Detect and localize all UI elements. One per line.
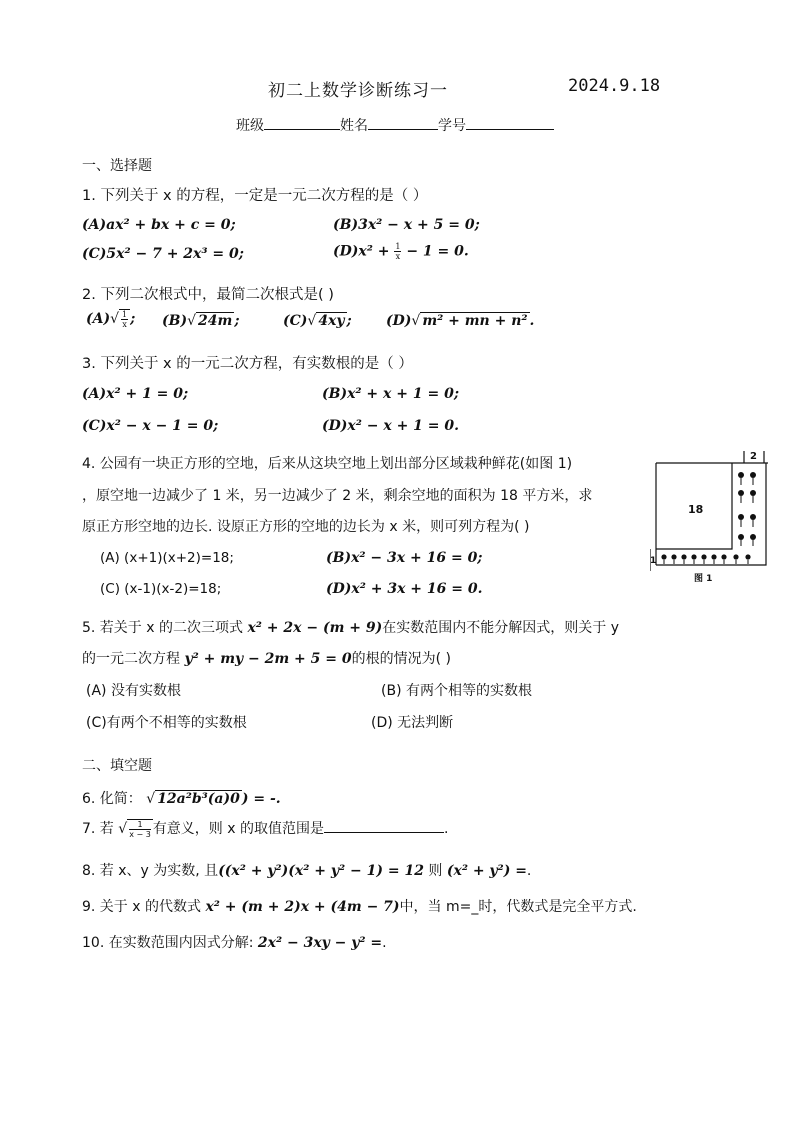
q7-fraction [127, 819, 153, 839]
class-blank[interactable] [264, 115, 340, 130]
name-label: 姓名 [340, 118, 368, 134]
q5-line-1-math: x² + 2x − (m + 9) [247, 620, 383, 636]
q2-option-b[interactable] [162, 312, 239, 329]
figure-1-garden-diagram [650, 445, 770, 585]
q8-pre: 8. 若 x、y 为实数, 且 [82, 863, 219, 879]
page-title: 初二上数学诊断练习一 [268, 81, 448, 101]
section-fill: 二、填空题 [82, 758, 152, 774]
q2-option-b-post: ; [234, 313, 240, 329]
q3-option-d[interactable] [322, 418, 459, 434]
figure-area-label: 18 [688, 503, 704, 516]
q8-end: . [526, 863, 532, 879]
q1-option-d[interactable] [333, 242, 469, 261]
radical-sign: √ [118, 821, 128, 837]
q5-option-c[interactable]: (C)有两个不相等的实数根 [86, 715, 247, 731]
q2-stem: 2. 下列二次根式中，最简二次根式是( ) [82, 287, 334, 303]
exam-date: 2024.9.18 [568, 76, 661, 96]
q5-option-b[interactable]: (B) 有两个相等的实数根 [381, 683, 532, 699]
fraction-numerator: 1 [122, 310, 128, 319]
q3-option-b[interactable] [322, 386, 459, 402]
q4-line-1: 4. 公园有一块正方形的空地，后来从这块空地上划出部分区域栽种鲜花(如图 1) [82, 456, 573, 472]
q2-option-c-pre: (C) [283, 313, 308, 329]
q5-line-2 [82, 648, 451, 668]
q8 [82, 860, 531, 880]
q9-post: 中，当 m=_时，代数式是完全平方式. [399, 899, 637, 915]
q2-option-d-pre: (D) [386, 313, 412, 329]
fraction-numerator: 1 [129, 820, 151, 830]
q8-math: ((x² + y²)(x² + y² − 1) = 12 [218, 863, 424, 879]
q6-pre: 6. 化简： [82, 791, 147, 807]
q4-option-b[interactable] [326, 550, 482, 566]
q5-line-2-pre: 的一元二次方程 [82, 651, 185, 667]
q1-stem: 1. 下列关于 x 的方程，一定是一元二次方程的是（ ） [82, 188, 428, 204]
q1-option-b-text: (B)3x² − x + 5 = 0; [333, 217, 480, 233]
q3-option-c-text: (C)x² − x − 1 = 0; [82, 418, 219, 434]
q5-option-d[interactable]: (D) 无法判断 [371, 715, 454, 731]
q3-stem: 3. 下列关于 x 的一元二次方程，有实数根的是（ ） [82, 356, 413, 372]
q2-option-d-post: . [529, 313, 535, 329]
q4-option-b-text: (B)x² − 3x + 16 = 0; [326, 550, 483, 566]
q4-line-3: 原正方形空地的边长. 设原正方形的空地的边长为 x 米，则可列方程为( ) [82, 519, 530, 535]
fraction-denominator: x − 3 [129, 830, 151, 839]
q4-option-d[interactable] [326, 581, 483, 597]
figure-top-label: 2 [750, 451, 757, 462]
q10-end: . [382, 935, 387, 951]
q4-option-c[interactable]: (C) (x-1)(x-2)=18; [100, 581, 222, 597]
q7 [82, 818, 448, 839]
q6-post: ) = -. [241, 791, 281, 807]
q5-line-2-math: y² + my − 2m + 5 = 0 [184, 651, 352, 667]
q10-math: 2x² − 3xy − y² = [257, 935, 383, 951]
q7-post: 有意义，则 x 的取值范围是 [152, 821, 324, 837]
q3-option-d-text: (D)x² − x + 1 = 0. [322, 418, 460, 434]
q2-option-b-pre: (B) [162, 313, 188, 329]
q10 [82, 932, 387, 952]
fraction-numerator: 1 [395, 242, 401, 251]
q8-math-2: (x² + y²) = [446, 863, 527, 879]
fraction-denominator: x [122, 320, 127, 329]
q1-option-d-post: − 1 = 0. [401, 243, 469, 260]
q1-option-b[interactable] [333, 217, 480, 233]
q5-line-2-post: 的根的情况为( ) [351, 651, 451, 667]
q1-option-a[interactable] [82, 217, 236, 233]
q5-option-a[interactable]: (A) 没有实数根 [86, 683, 181, 699]
radical-sign: √ [110, 311, 120, 327]
q5-line-1-pre: 5. 若关于 x 的二次三项式 [82, 620, 248, 636]
q2-option-a-post: ; [130, 311, 136, 327]
radical-sign: √ [307, 313, 317, 329]
q3-option-a-text: (A)x² + 1 = 0; [82, 386, 189, 402]
q8-mid: 则 [423, 863, 447, 879]
q7-answer-blank[interactable] [324, 819, 444, 833]
radical-sign: √ [411, 313, 421, 329]
q1-option-c-text: (C)5x² − 7 + 2x³ = 0; [82, 246, 244, 262]
id-blank[interactable] [466, 115, 554, 130]
q1-option-d-pre: (D)x² + [333, 243, 395, 260]
q6 [82, 788, 281, 808]
q2-option-c-radicand: 4xy [318, 313, 345, 329]
q7-pre: 7. 若 [82, 821, 119, 837]
q3-option-b-text: (B)x² + x + 1 = 0; [322, 386, 459, 402]
q4-option-a[interactable]: (A) (x+1)(x+2)=18; [100, 550, 234, 566]
q2-option-a[interactable] [86, 309, 135, 329]
q10-pre: 10. 在实数范围内因式分解: [82, 935, 258, 951]
q1-option-a-text: (A)ax² + bx + c = 0; [82, 217, 236, 233]
id-label: 学号 [438, 118, 466, 134]
q9-pre: 9. 关于 x 的代数式 [82, 899, 206, 915]
q9-math: x² + (m + 2)x + (4m − 7) [205, 899, 400, 915]
name-blank[interactable] [368, 115, 438, 130]
q2-option-c[interactable] [283, 312, 352, 329]
q2-option-a-fraction [119, 309, 130, 329]
q1-option-c[interactable] [82, 246, 244, 262]
q3-option-a[interactable] [82, 386, 188, 402]
q5-line-1 [82, 617, 619, 637]
figure-caption: 图 1 [694, 574, 713, 584]
student-info-line [236, 115, 554, 135]
radical-sign: √ [187, 313, 197, 329]
q7-end: . [444, 821, 449, 837]
fraction-denominator: x [395, 252, 401, 261]
q6-radicand: 12a²b³(a)0 [157, 791, 240, 807]
figure-left-label: 1 [650, 556, 657, 566]
q2-option-a-pre: (A) [86, 311, 111, 327]
q2-option-d-radicand: m² + mn + n² [422, 313, 528, 329]
q4-line-2: ，原空地一边减少了 1 米，另一边减少了 2 米，剩余空地的面积为 18 平方米，求 [82, 488, 593, 504]
q5-line-1-post: 在实数范围内不能分解因式，则关于 y [382, 620, 619, 636]
q9 [82, 896, 637, 916]
q2-option-c-post: ; [346, 313, 352, 329]
q3-option-c[interactable] [82, 418, 218, 434]
section-choice: 一、选择题 [82, 158, 152, 174]
q4-option-d-text: (D)x² + 3x + 16 = 0. [326, 581, 483, 597]
radical-sign: √ [146, 791, 156, 807]
q2-option-b-radicand: 24m [198, 313, 233, 329]
q2-option-d[interactable] [386, 312, 534, 329]
class-label: 班级 [236, 118, 264, 134]
